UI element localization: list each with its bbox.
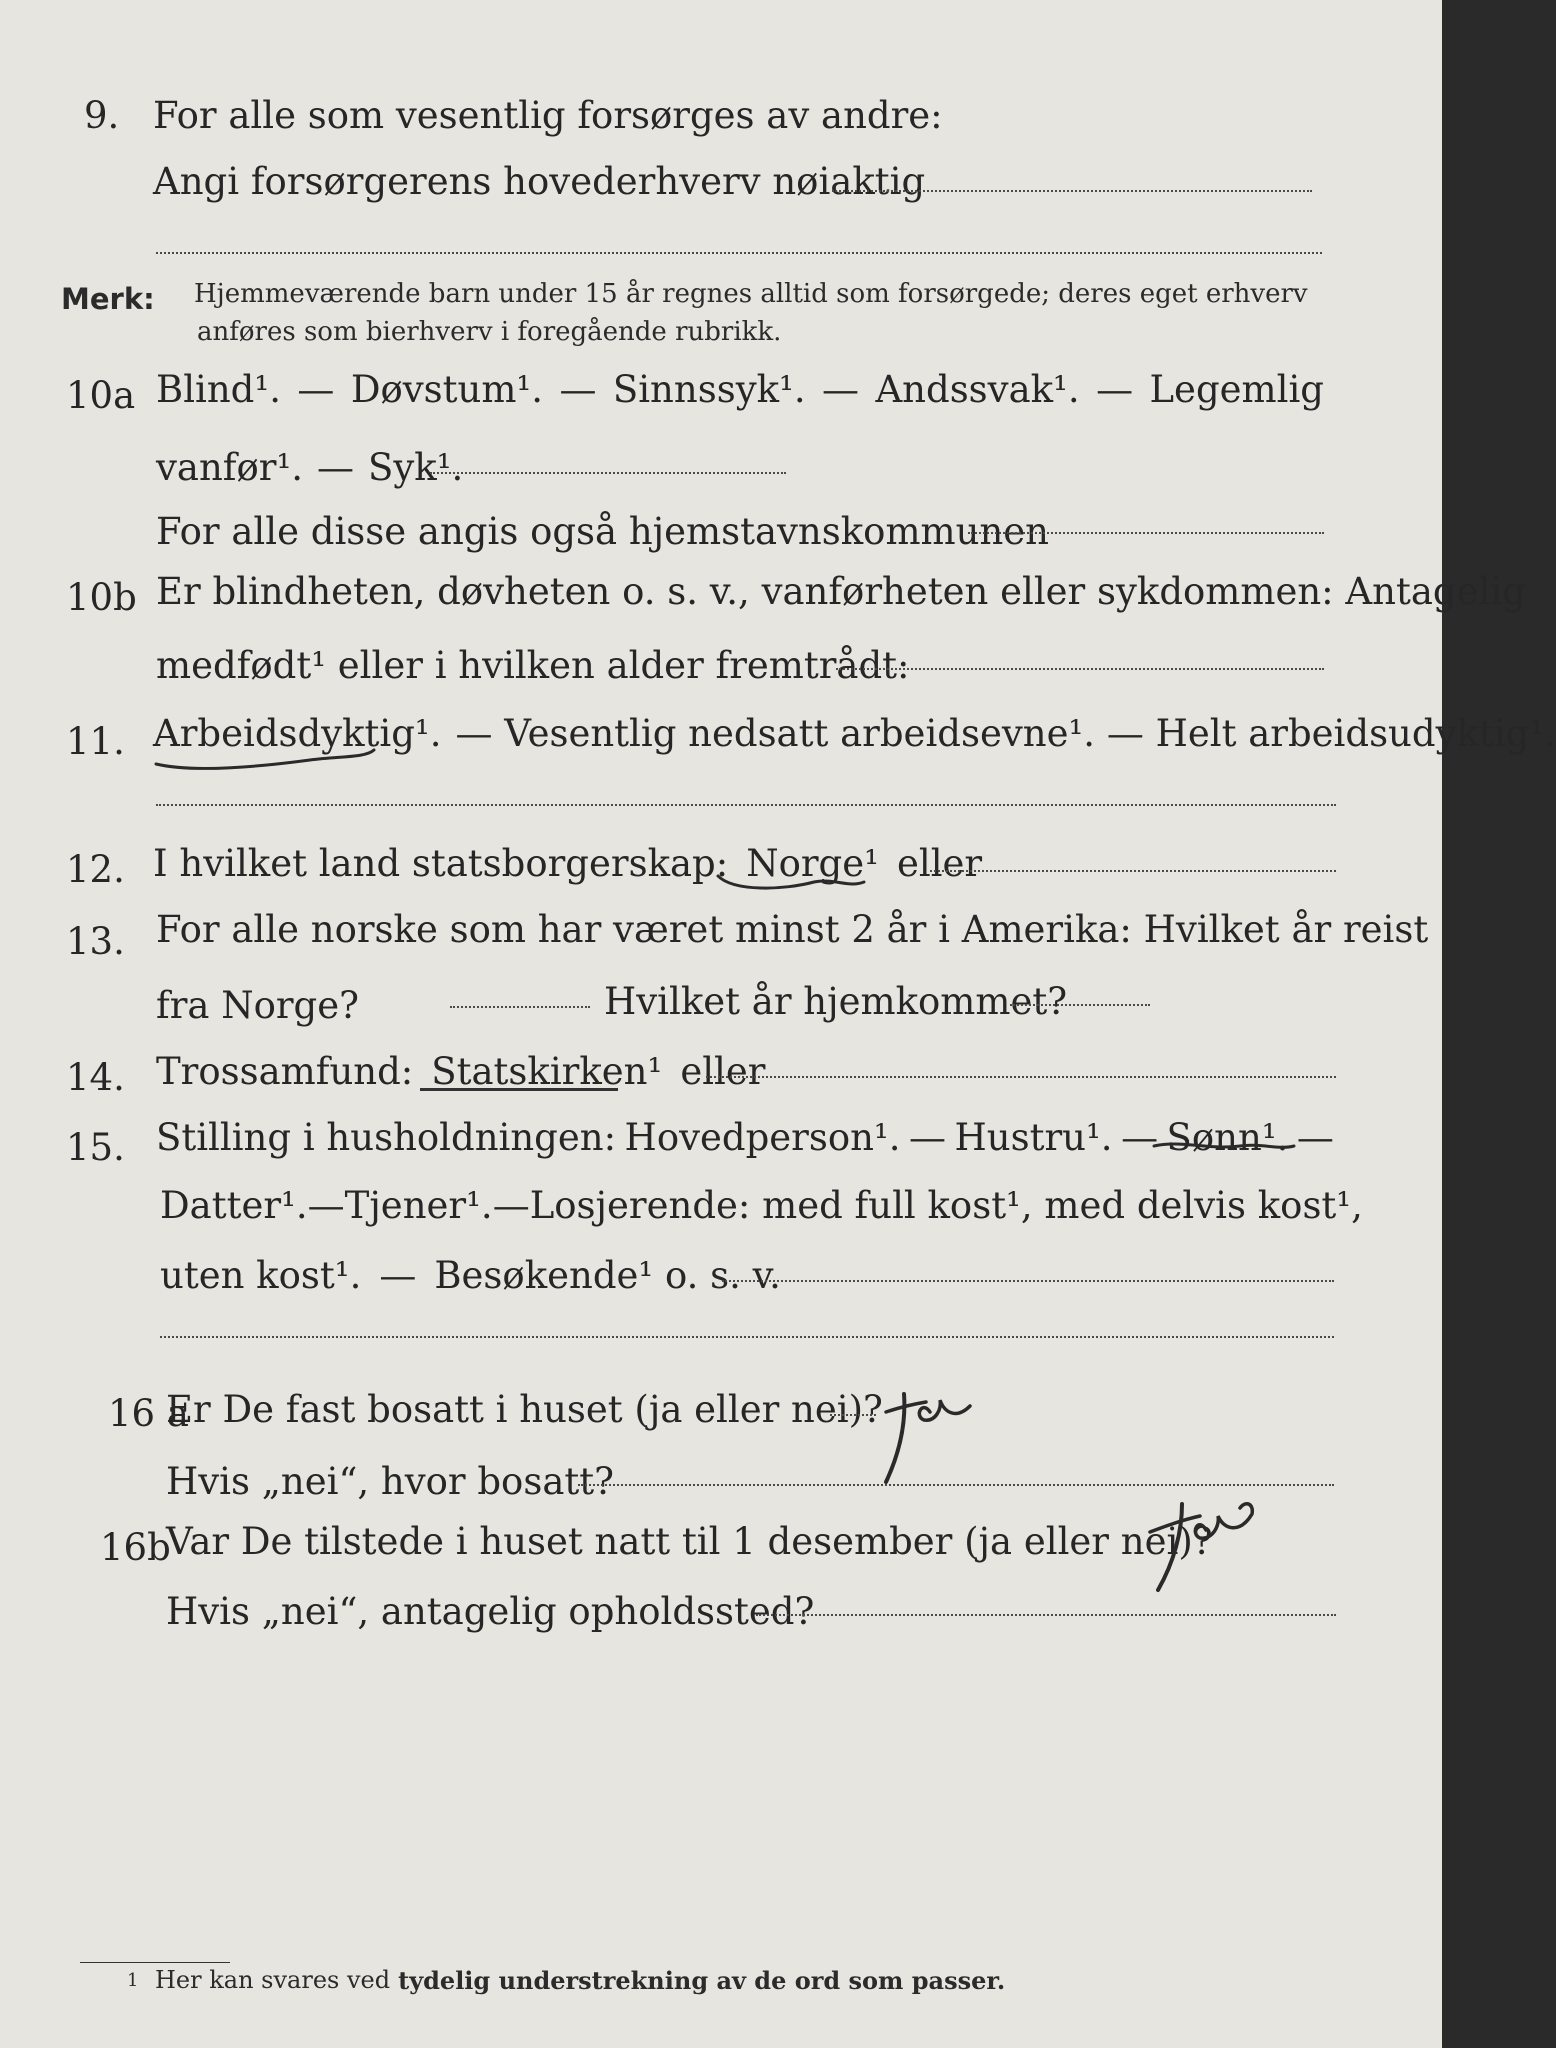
question-text: Hvis „nei“, antagelig opholdssted? — [166, 1590, 815, 1633]
options-row — [156, 368, 1324, 411]
dash: — — [307, 1184, 345, 1227]
option-vanfor[interactable]: vanfør¹. — [156, 446, 304, 489]
dash: — — [1121, 1116, 1159, 1159]
option-tjener[interactable]: Tjener¹. — [344, 1184, 493, 1227]
answer-line[interactable] — [578, 1484, 1334, 1486]
dash: — — [379, 1254, 417, 1297]
option-hustru[interactable]: Hustru¹. — [954, 1116, 1113, 1159]
option-syk[interactable]: Syk¹. — [368, 446, 464, 489]
question-text: Er De fast bosatt i huset (ja eller nei)? — [166, 1388, 883, 1431]
question-number: 9. — [84, 94, 120, 137]
option-norge[interactable]: Norge¹ — [746, 842, 879, 885]
options-row — [160, 1184, 1363, 1227]
answer-line[interactable] — [160, 1336, 1334, 1338]
option-dovstum[interactable]: Døvstum¹. — [350, 368, 544, 411]
underline-mark — [714, 868, 874, 898]
question-text: For alle disse angis også hjemstavnskommunen — [156, 510, 1050, 553]
options-row — [160, 1254, 781, 1297]
option-sinnssyk[interactable]: Sinnssyk¹. — [612, 368, 806, 411]
option-besokende[interactable]: Besøkende¹ o. s. v. — [434, 1254, 781, 1297]
handwriting-ja-mark — [866, 1382, 996, 1492]
answer-line[interactable] — [836, 668, 1324, 670]
question-text: Hvis „nei“, hvor bosatt? — [166, 1460, 614, 1503]
answer-line[interactable] — [706, 1076, 1336, 1078]
dash: — — [909, 1116, 947, 1159]
option-arbeidsdyktig[interactable]: Arbeidsdyktig¹. — [153, 712, 442, 755]
question-text: Trossamfund: — [156, 1050, 414, 1093]
answer-line[interactable] — [756, 1614, 1336, 1616]
answer-line[interactable] — [450, 1006, 590, 1008]
underline-mark — [420, 1088, 618, 1091]
answer-line[interactable] — [930, 870, 1336, 872]
note-text: anføres som bierhverv i foregående rubrikk. — [197, 317, 782, 347]
question-number: 16b — [100, 1526, 171, 1569]
underline-mark — [1150, 1134, 1300, 1158]
option-uten-kost[interactable]: uten kost¹. — [160, 1254, 362, 1297]
footnote-text-b: tydelig understrekning av de ord som passer. — [398, 1966, 1006, 1995]
option-losjerende[interactable]: Losjerende: med full kost¹, med delvis kost¹, — [529, 1184, 1363, 1227]
footnote-text — [155, 1966, 1005, 1995]
question-number: 10b — [66, 576, 137, 619]
question-number: 15. — [66, 1126, 125, 1169]
answer-line[interactable] — [156, 804, 1336, 806]
answer-line[interactable] — [1010, 1004, 1150, 1006]
question-number: 16 a — [108, 1392, 189, 1435]
question-number: 12. — [66, 848, 125, 891]
option-legemlig[interactable]: Legemlig — [1149, 368, 1324, 411]
option-statskirken[interactable]: Statskirken¹ — [431, 1050, 663, 1093]
option-sonn[interactable]: Sønn¹. — [1166, 1116, 1289, 1159]
answer-line[interactable] — [968, 532, 1324, 534]
option-blind[interactable]: Blind¹. — [156, 368, 281, 411]
question-text: For alle som vesentlig forsørges av andre: — [153, 94, 943, 137]
dash: — — [822, 368, 860, 411]
options-row — [156, 446, 463, 489]
dash: — — [317, 446, 355, 489]
option-andssvak[interactable]: Andssvak¹. — [875, 368, 1080, 411]
dash: — — [1296, 1116, 1334, 1159]
dash: — — [492, 1184, 530, 1227]
dash: — — [297, 368, 335, 411]
option-hovedperson[interactable]: Hovedperson¹. — [624, 1116, 901, 1159]
question-text: Hvilket år hjemkommet? — [604, 980, 1068, 1023]
handwriting-ja-mark — [1120, 1490, 1270, 1600]
question-text: Er blindheten, døvheten o. s. v., vanførheten eller sykdommen: Antagelig — [156, 570, 1526, 613]
question-text: I hvilket land statsborgerskap: — [153, 842, 729, 885]
question-text: For alle norske som har været minst 2 år i Amerika: Hvilket år reist — [156, 908, 1429, 951]
question-text: fra Norge? — [156, 984, 359, 1027]
question-number: 13. — [66, 920, 125, 963]
eller-text: eller — [680, 1050, 766, 1093]
question-text: medfødt¹ eller i hvilken alder fremtrådt: — [156, 644, 910, 687]
question-number: 11. — [66, 720, 125, 763]
answer-line[interactable] — [430, 472, 786, 474]
note-text: Hjemmeværende barn under 15 år regnes alltid som forsørgede; deres eget erhverv — [194, 279, 1308, 309]
options-row — [156, 1050, 765, 1093]
footnote-rule — [80, 1962, 230, 1963]
question-number: 10a — [66, 374, 136, 417]
footnote-marker: 1 — [127, 1970, 139, 1991]
dash: — — [1096, 368, 1134, 411]
note-label: Merk: — [61, 282, 155, 316]
question-number: 14. — [66, 1056, 125, 1099]
question-text: Var De tilstede i huset natt til 1 desember (ja eller nei)? — [166, 1520, 1213, 1563]
question-text: Stilling i husholdningen: — [156, 1116, 617, 1159]
question-text: Angi forsørgerens hovederhverv nøiaktig — [153, 160, 926, 203]
answer-line[interactable] — [832, 190, 1312, 192]
dash: — — [559, 368, 597, 411]
answer-line[interactable] — [156, 252, 1322, 254]
option-reduced-ability[interactable]: — Vesentlig nedsatt arbeidsevne¹. — Helt arbeidsudyktig¹. — [455, 712, 1556, 755]
eller-text: eller — [896, 842, 983, 885]
answer-line[interactable] — [722, 1280, 1334, 1282]
underline-mark — [150, 742, 380, 782]
footnote-text-a: Her kan svares ved — [155, 1966, 391, 1994]
option-datter[interactable]: Datter¹. — [160, 1184, 308, 1227]
